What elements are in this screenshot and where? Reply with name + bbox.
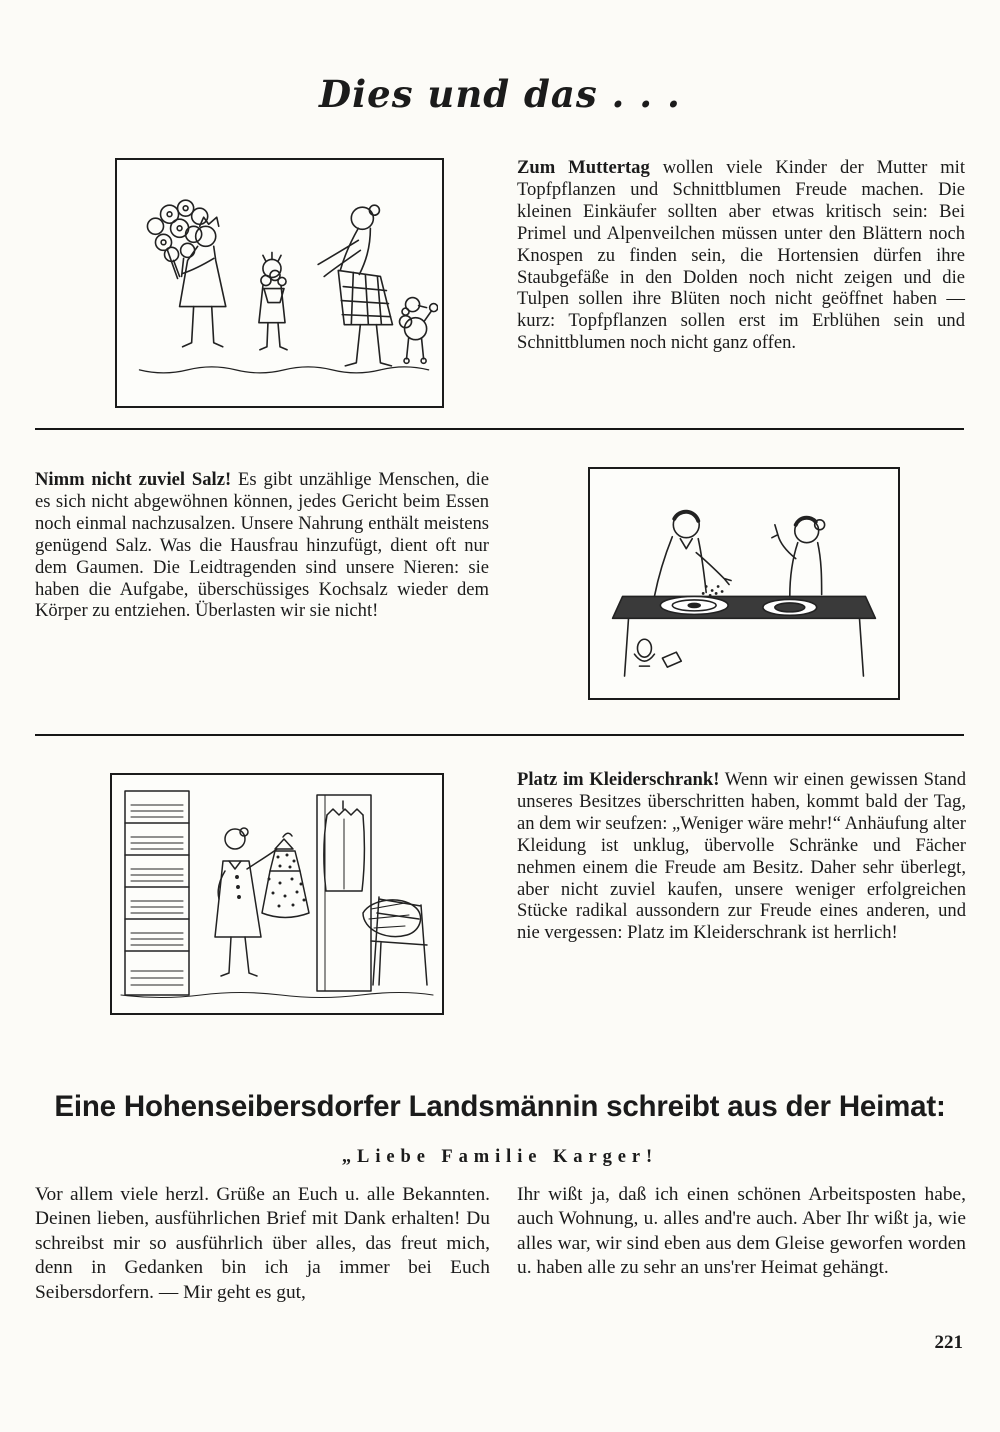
section-divider-2 — [35, 734, 964, 736]
article-salz-lead: Nimm nicht zuviel Salz! — [35, 469, 232, 490]
letter-heading: Eine Hohenseibersdorfer Landsmännin schreibt aus der Heimat: — [54, 1090, 946, 1123]
letter-salutation: „Liebe Familie Karger! — [341, 1147, 659, 1167]
article-muttertag-body: wollen viele Kinder der Mutter mit Topfpflanzen und Schnittblumen Freude machen. Die kleinen Einkäufer sollten aber etwas kritisch sein: Bei Primel und Alpenveilchen müssen unter den Blättern noch Knospen zu finden sein, die Hortensien dürfen ihre Staubgefäße in den Dolden noch nicht zeigen und die Tulpen sollen ihre Blüten noch nicht geöffnet haben — kurz: Topfpflanzen sollen erst im Erblühen sein und Schnittblumen noch nicht ganz offen. — [517, 157, 966, 354]
page-number: 221 — [934, 1332, 963, 1353]
article-kleiderschrank-lead: Platz im Kleiderschrank! — [517, 769, 720, 790]
mothers-day-illustration — [115, 158, 444, 408]
letter-column-right: Ihr wißt ja, daß ich einen schönen Arbeitsposten habe, auch Wohnung, u. alles and're auch. Aber Ihr wißt ja, wie alles war, wir sind eben aus dem Gleise geworfen worden u. haben alle zu sehr an uns'rer Heimat gehängt. — [517, 1184, 966, 1279]
article-salz — [35, 469, 489, 622]
letter-column-left: Vor allem viele herzl. Grüße an Euch u. alle Bekannten. Deinen lieben, ausführlichen Brief mit Dank erhalten! Du schreibst mir so ausführlich über alles, das freut mich, denn in Gedanken bin ich ja immer bei Euch Seibersdorfern. — Mir geht es gut, — [35, 1184, 490, 1303]
article-muttertag-lead: Zum Muttertag — [517, 157, 650, 178]
salt-couple-illustration — [588, 467, 900, 700]
wardrobe-illustration — [110, 773, 444, 1015]
section-divider-1 — [35, 428, 964, 430]
article-kleiderschrank-body: Wenn wir einen gewissen Stand unseres Besitzes überschritten haben, kommt bald der Tag, an dem wir seufzen: „Weniger wäre mehr!“ Anhäufung alter Kleidung ist unklug, übervolle Schränke und Fächer nehmen einem die Freude am Besitz. Daher sehr überlegt, aber nicht zuviel kaufen, unsere weniger erfolgreichen Stücke radikal aussondern zur Freude eines anderen, und nie vergessen: Platz im Kleiderschrank ist herrlich! — [517, 769, 966, 944]
article-muttertag — [517, 157, 965, 354]
article-salz-body: Es gibt unzählige Menschen, die es sich nicht abgewöhnen können, jedes Gericht beim Essen noch einmal nachzusalzen. Unsere Nahrung enthält meistens genügend Salz. Was die Hausfrau hinzufügt, dient oft nur dem Gaumen. Die Leidtragenden sind unsere Nieren: sie haben die Aufgabe, überschüssiges Kochsalz wieder dem Körper zu entziehen. Überlasten wir sie nicht! — [35, 469, 489, 622]
article-kleiderschrank — [517, 769, 966, 944]
page-title: Dies und das . . . — [319, 72, 681, 116]
